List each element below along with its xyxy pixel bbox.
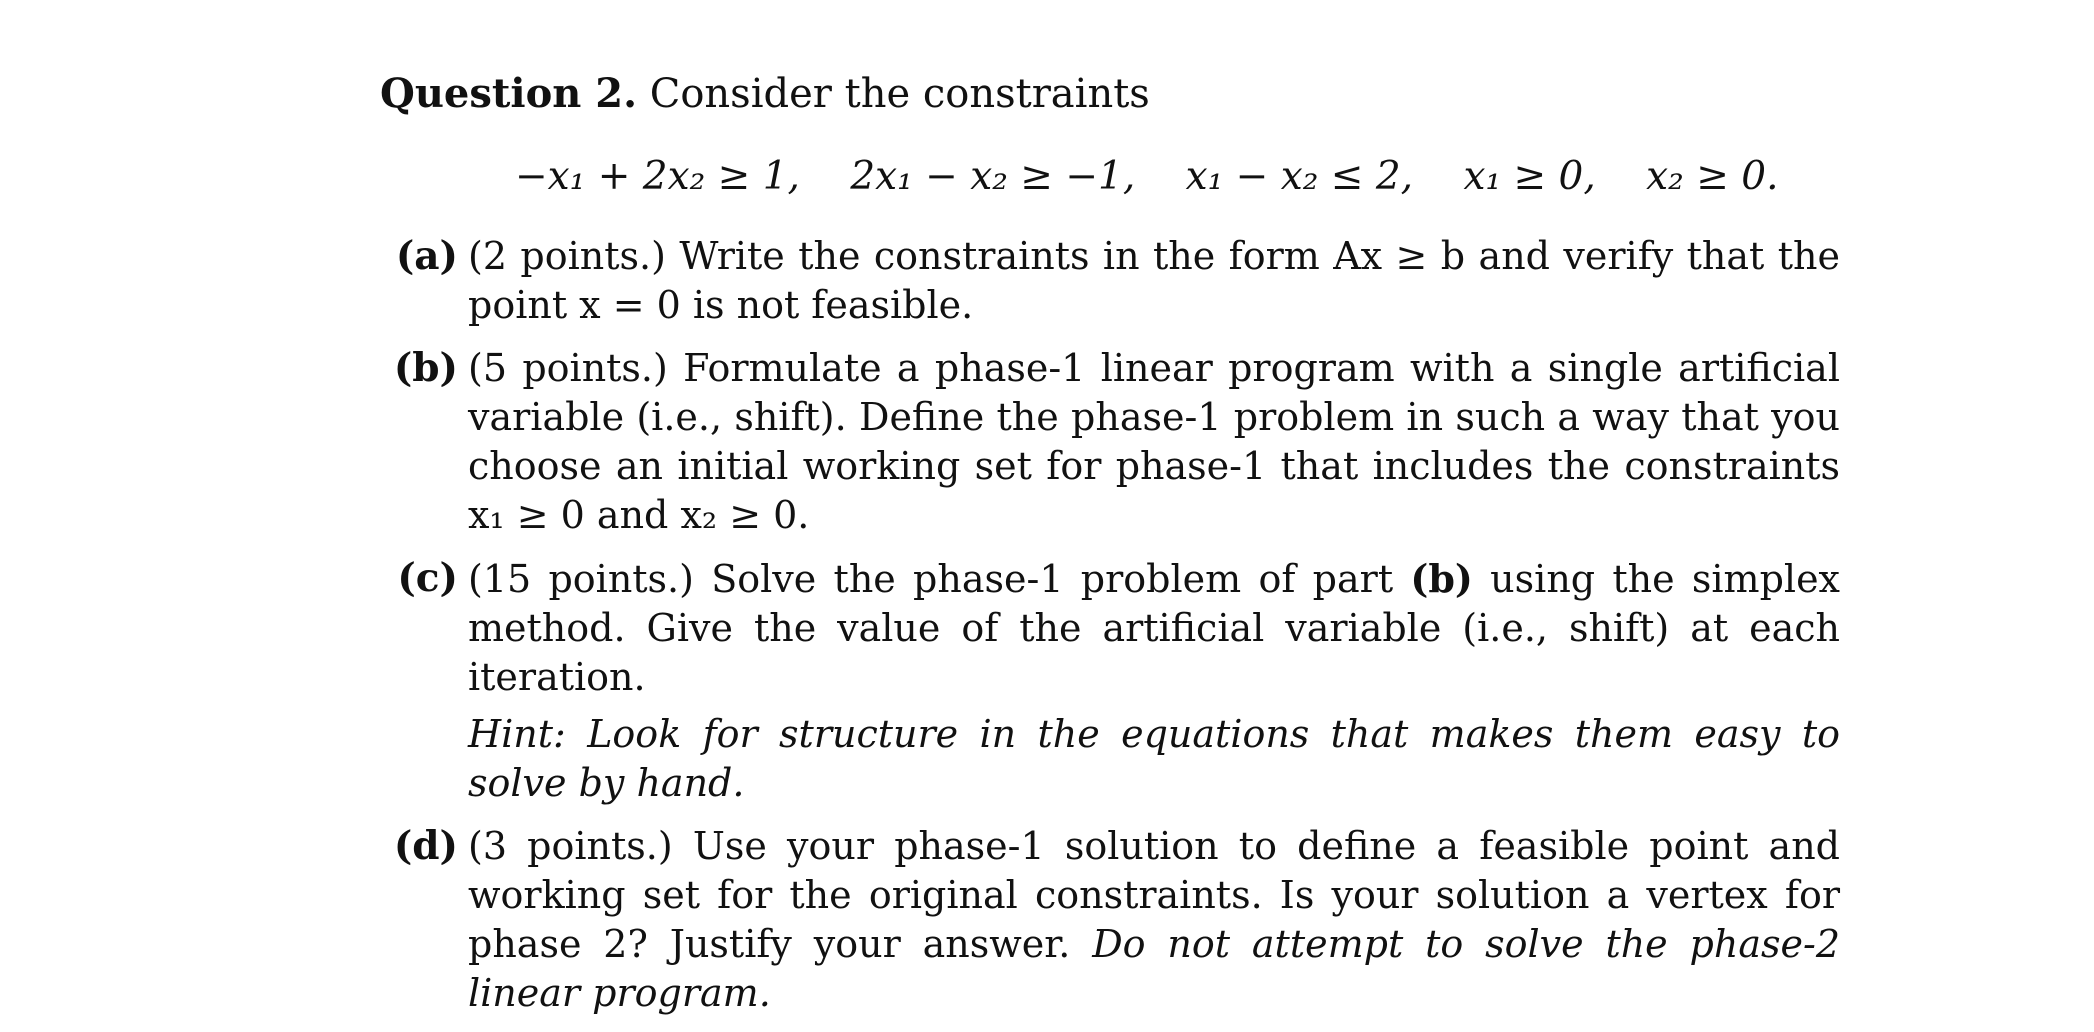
part-d-main: (3 points.) Use your phase-1 solution to define a feasible point and working set for the original constraints. Is your solution a vertex for phase 2? Justify your answer. xyxy=(468,824,1840,966)
constraint-1: −x₁ + 2x₂ ≥ 1, xyxy=(515,154,800,199)
part-d xyxy=(380,822,1840,1018)
part-d-label: (d) xyxy=(393,823,458,869)
question-label: Question 2. xyxy=(380,70,638,117)
part-b-text: (5 points.) Formulate a phase-1 linear program with a single artificial variable (i.e., shift). Define the phase-1 problem in such a way that you choose an initial working set for phase-1 that includes the constraints x₁ ≥ 0 and x₂ ≥ 0. xyxy=(468,346,1840,537)
constraint-3: x₁ − x₂ ≤ 2, xyxy=(1185,154,1414,199)
part-c-label: (c) xyxy=(397,555,458,601)
constraint-4: x₁ ≥ 0, xyxy=(1463,154,1596,199)
question-parts xyxy=(380,232,1840,1018)
part-c-hint: Hint: Look for structure in the equations that makes them easy to solve by hand. xyxy=(468,712,1840,805)
part-d-text xyxy=(468,822,1840,1018)
constraints-equation xyxy=(515,150,1840,204)
part-a-label: (a) xyxy=(395,233,458,279)
part-a-text: (2 points.) Write the constraints in the form Ax ≥ b and verify that the point x = 0 is not feasible. xyxy=(468,234,1840,327)
part-b xyxy=(380,344,1840,540)
question-document xyxy=(380,68,1840,1032)
part-c-text xyxy=(468,554,1840,702)
part-c-reference: (b) xyxy=(1410,556,1473,601)
part-c-text-after: using the simplex method. Give the value of the artificial variable (i.e., shift) at each iteration. xyxy=(468,557,1840,699)
part-d-emphasis: Do not attempt to solve the phase-2 linear program. xyxy=(468,922,1841,1015)
question-intro: Consider the constraints xyxy=(649,71,1150,117)
question-heading xyxy=(380,68,1840,120)
part-b-label: (b) xyxy=(393,345,458,391)
part-c-text-before: (15 points.) Solve the phase-1 problem of part xyxy=(468,557,1411,601)
constraint-2: 2x₁ − x₂ ≥ −1, xyxy=(850,154,1136,199)
constraint-5: x₂ ≥ 0. xyxy=(1646,154,1779,199)
part-c xyxy=(380,554,1840,808)
part-a xyxy=(380,232,1840,330)
